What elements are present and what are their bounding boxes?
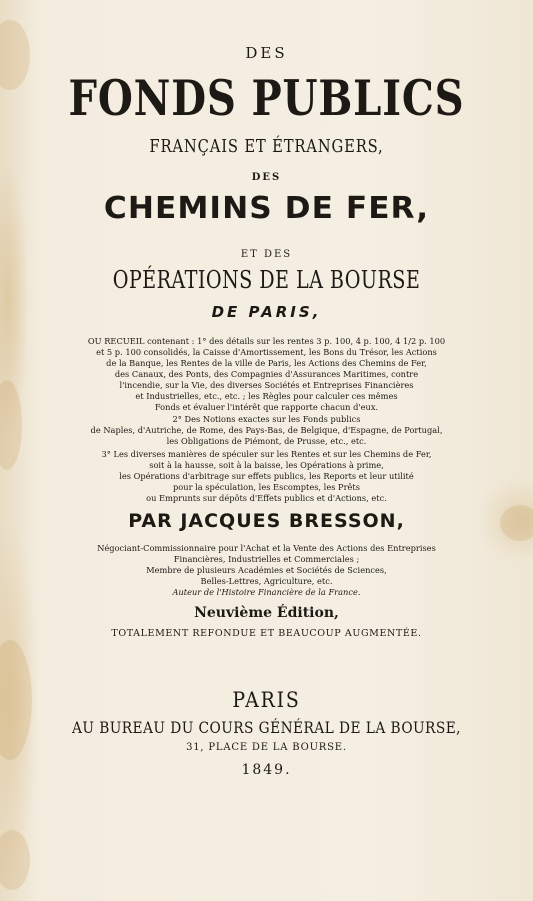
author-credential: Auteur de l'Histoire Financière de la France. xyxy=(172,588,361,598)
author-name: PAR JACQUES BRESSON, xyxy=(128,510,405,532)
author-credential: Membre de plusieurs Académies et Sociétés de Sciences, xyxy=(146,566,387,576)
subtitle-francais: FRANÇAIS ET ÉTRANGERS, xyxy=(149,136,384,157)
recueil-line: pour la spéculation, les Escomptes, les Prêts xyxy=(173,483,360,493)
recueil-line: de la Banque, les Rentes de la ville de Paris, les Actions des Chemins de Fer, xyxy=(106,359,427,369)
author-credential: Belles-Lettres, Agriculture, etc. xyxy=(200,577,333,587)
recueil-line: ou Emprunts sur dépôts d'Effets publics et d'Actions, etc. xyxy=(146,494,387,504)
edition-note: TOTALEMENT REFONDUE ET BEAUCOUP AUGMENTÉE. xyxy=(111,628,422,639)
heading-des: DES xyxy=(245,44,288,62)
recueil-line: les Obligations de Piémont, de Prusse, etc., etc. xyxy=(166,437,367,447)
title-de-paris: DE PARIS, xyxy=(211,303,322,321)
recueil-line: les Opérations d'arbitrage sur effets publics, les Reports et leur utilité xyxy=(119,472,414,482)
author-credential: Négociant-Commissionnaire pour l'Achat et la Vente des Actions des Entreprises xyxy=(97,544,436,554)
heading-des-2: DES xyxy=(251,172,282,183)
recueil-line: Fonds et évaluer l'intérêt que rapporte chacun d'eux. xyxy=(154,403,379,413)
recueil-line: OU RECUEIL contenant : 1° des détails sur les rentes 3 p. 100, 4 p. 100, 4 1/2 p. 100 xyxy=(87,337,446,347)
imprint-city: PARIS xyxy=(232,688,301,712)
recueil-line: des Canaux, des Ponts, des Compagnies d'Assurances Maritimes, contre xyxy=(114,370,419,380)
recueil-line: soit à la hausse, soit à la baisse, les Opérations à prime, xyxy=(149,461,384,471)
edition: Neuvième Édition, xyxy=(194,605,339,621)
title-chemins-de-fer: CHEMINS DE FER, xyxy=(103,191,430,226)
heading-et-des: ET DES xyxy=(240,249,293,260)
author-credential: Financières, Industrielles et Commerciales ; xyxy=(173,555,360,565)
recueil-line: 3° Les diverses manières de spéculer sur les Rentes et sur les Chemins de Fer, xyxy=(101,450,432,460)
recueil-line: de Naples, d'Autriche, de Rome, des Pays-Bas, de Belgique, d'Espagne, de Portugal, xyxy=(90,426,443,436)
recueil-line: 2° Des Notions exactes sur les Fonds publics xyxy=(172,415,361,425)
recueil-line: l'incendie, sur la Vie, des diverses Sociétés et Entreprises Financières xyxy=(119,381,414,391)
imprint-publisher: AU BUREAU DU COURS GÉNÉRAL DE LA BOURSE, xyxy=(72,718,461,737)
imprint-address: 31, PLACE DE LA BOURSE. xyxy=(186,742,347,753)
recueil-line: et Industrielles, etc., etc. ; les Règles pour calculer ces mêmes xyxy=(135,392,398,402)
recueil-line: et 5 p. 100 consolidés, la Caisse d'Amortissement, les Bons du Trésor, les Actions xyxy=(96,348,437,358)
foxing-stain xyxy=(0,830,30,890)
title-operations: OPÉRATIONS DE LA BOURSE xyxy=(112,266,421,294)
main-title: FONDS PUBLICS xyxy=(68,69,465,127)
imprint-year: 1849. xyxy=(241,762,292,778)
